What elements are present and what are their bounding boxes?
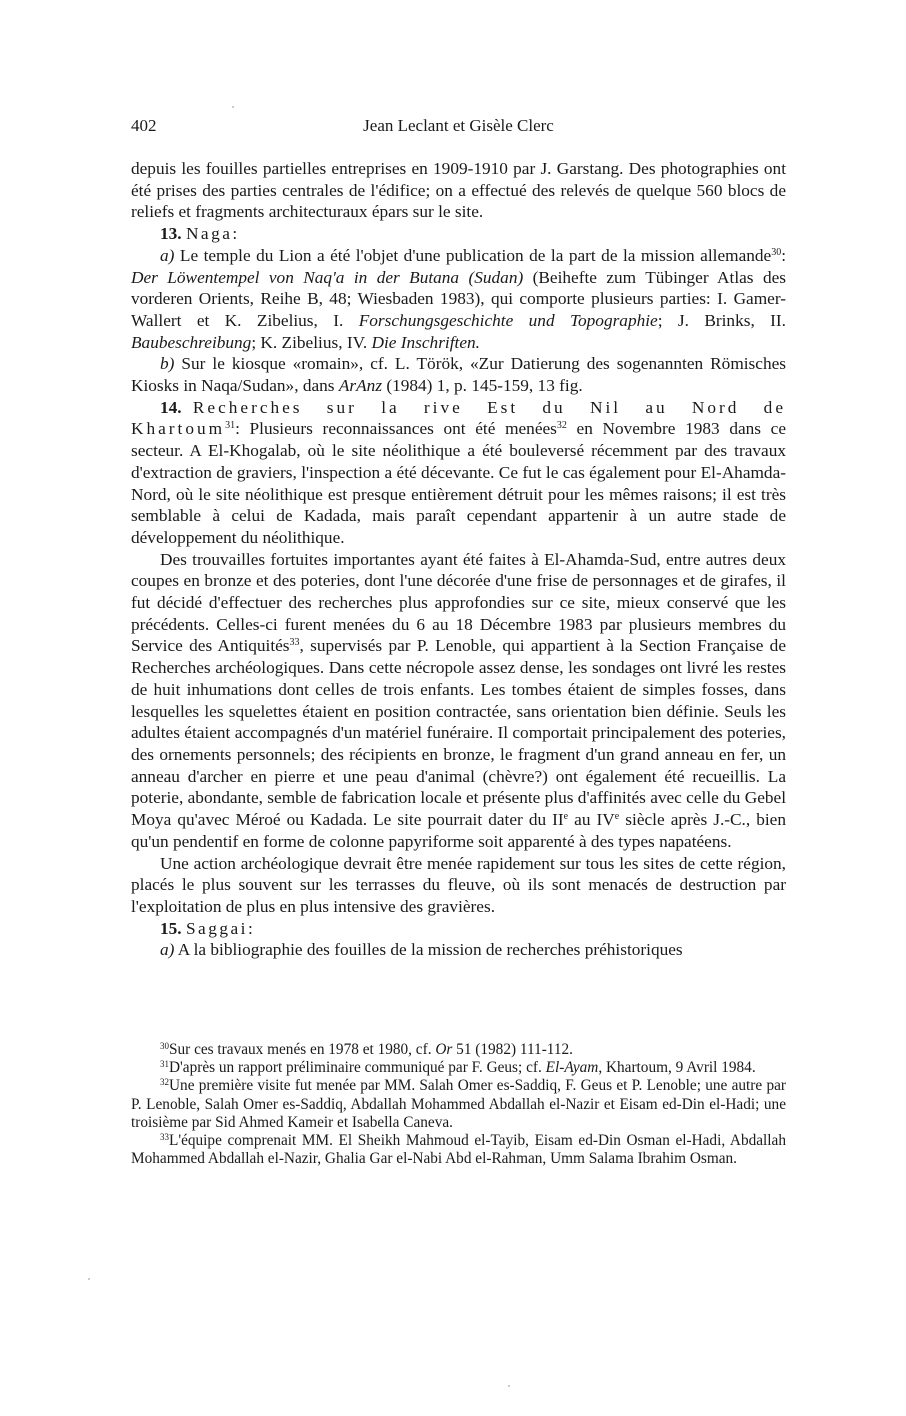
footnote-ref-30: 30: [771, 246, 782, 258]
main-text: [131, 158, 786, 961]
section-number: 14.: [160, 397, 182, 417]
footnote-ref-32: 32: [556, 420, 567, 432]
century-superscript: e: [614, 811, 620, 823]
item-label: b): [160, 354, 175, 374]
paragraph: Une action archéologique devrait être menée rapidement sur tous les sites de cette région, placés le plus souvent sur les terrasses du fleuve, où ils sont menacés de destruction par l'exploitation de plus en plus intensive des gravières.: [131, 853, 786, 916]
footnote-number: 32: [160, 1077, 169, 1088]
footnote-33: $^{33}$L'équipe comprenait MM. El Sheikh Mahmoud el-Tayib, Eisam ed-Din Osman el-Hadi, Abdallah Mohammed Abdallah el-Nazir, Ghalia Gar el-Nabi Abd el-Rahman, Umm Salama Ibrahim Osman.: [131, 1132, 786, 1168]
paragraph: Des trouvailles fortuites importantes ayant été faites à El-Ahamda-Sud, entre autres deux coupes en bronze et des poteries, dont l'une décorée d'une frise de personnages et de girafes, il fut décidé d'effectuer des recherches plus approfondies sur ce site, mieux conservé que les précédents. Celles-ci furent menées du 6 au 18 Décembre 1983 par plusieurs membres du Service des Antiquités$^{33}$, supervisés par P. Lenoble, qui appartient à la Section Française de Recherches archéologiques. Dans cette nécropole assez dense, les sondages ont livré les restes de huit inhumations dont celles de trois enfants. Les tombes étaient de simples fosses, dans lesquelles les squelettes étaient en position contractée, sans orientation bien définie. Seuls les adultes étaient accompagnés d'un matériel funéraire. Il comportait principalement des poteries, des ornements personnels; des récipients en bronze, le fragment d'un grand anneau en fer, un anneau d'archer en pierre et une peau d'animal (chèvre?) ont également été recueillis. La poterie, abondante, semble de fabrication locale et présente plus d'affinités avec celle du Gebel Moya qu'avec Méroé ou Kadada. Le site pourrait dater du IIe au IVe siècle après J.-C., bien qu'un pendentif en forme de colonne papyriforme soit apparenté à des types napatéens.: [131, 549, 786, 851]
page-number: 402: [131, 116, 157, 135]
running-header: [131, 116, 786, 140]
section-title: Naga:: [185, 224, 240, 244]
scan-speck: [508, 1385, 510, 1387]
book-title: Der Löwentempel von Naq'a in der Butana (Sudan): [131, 267, 524, 287]
footnote-31: $^{31}$D'après un rapport préliminaire communiqué par F. Geus; cf. El-Ayam, Khartoum, 9 Avril 1984.: [160, 1059, 756, 1077]
footnote-ref-33: 33: [289, 637, 300, 649]
footnote-30: $^{30}$Sur ces travaux menés en 1978 et 1980, cf. Or 51 (1982) 111-112.: [160, 1041, 574, 1058]
section-13-heading: [131, 223, 786, 245]
footnotes: [131, 1041, 786, 1168]
scan-speck: [88, 1278, 90, 1280]
journal-title: ArAnz: [338, 376, 383, 396]
journal-title: Or: [435, 1041, 453, 1058]
section-title: Saggai:: [185, 918, 256, 938]
section-number: 13.: [160, 224, 182, 244]
item-label: a): [160, 245, 175, 265]
section-title: Recherches sur la rive Est du Nil au Nord de Khartoum: [131, 397, 786, 439]
section-number: 15.: [160, 918, 182, 938]
footnote-32: $^{32}$Une première visite fut menée par MM. Salah Omer es-Saddiq, F. Geus et P. Lenoble; une autre par P. Lenoble, Salah Omer es-Saddiq, Abdallah Mohammed Abdallah el-Nazir et Eisam ed-Din el-Hadi; une troisième par Sid Ahmed Kameir et Isabella Caneva.: [131, 1077, 786, 1131]
scan-speck: [232, 106, 234, 108]
book-part-title: Forschungsgeschichte und Topographie: [358, 310, 658, 330]
section-15a-paragraph: a) A la bibliographie des fouilles de la mission de recherches préhistoriques: [160, 940, 683, 960]
century-superscript: e: [563, 811, 569, 823]
item-label: a): [160, 940, 175, 960]
journal-title: El-Ayam: [545, 1059, 599, 1077]
section-15-heading: [131, 918, 786, 940]
book-part-title: Baubeschreibung: [131, 332, 252, 352]
section-13a-paragraph: a) Le temple du Lion a été l'objet d'une publication de la part de la mission allemande$^{30}$: Der Löwentempel von Naq'a in der Butana (Sudan) (Beihefte zum Tübinger Atlas des vorderen Orients, Reihe B, 48; Wiesbaden 1983), qui comporte plusieurs parties: I. Gamer-Wallert et K. Zibelius, I. Forschungsgeschichte und Topographie; J. Brinks, II. Baubeschreibung; K. Zibelius, IV. Die Inschriften.: [131, 245, 786, 352]
footnote-number: 30: [160, 1041, 169, 1051]
book-part-title: Die Inschriften.: [371, 332, 480, 352]
running-title-authors: Jean Leclant et Gisèle Clerc: [363, 116, 554, 135]
paragraph-continuation: depuis les fouilles partielles entreprises en 1909-1910 par J. Garstang. Des photographies ont été prises des parties centrales de l'édifice; on a effectué des relevés de quelque 560 blocs de reliefs et fragments architecturaux épars sur le site.: [131, 159, 786, 222]
footnote-number: 33: [160, 1132, 169, 1143]
section-14-paragraph: 14. Recherches sur la rive Est du Nil au Nord de Khartoum$^{31}$: Plusieurs reconnaissances ont été menées$^{32}$ en Novembre 1983 dans ce secteur. A El-Khogalab, où le site néolithique a été bouleversé récemment par des travaux d'extraction de graviers, l'inspection a été décevante. Ce fut le cas également pour El-Ahamda-Nord, où le site néolithique est presque entièrement détruit pour les mêmes raisons; il est très semblable à celui de Kadada, mais paraît cependant appartenir à un autre stade de développement du néolithique.: [131, 397, 786, 547]
footnote-number: 31: [160, 1059, 169, 1070]
section-13b-paragraph: b) Sur le kiosque «romain», cf. L. Török, «Zur Datierung des sogenannten Römisches Kiosks in Naqa/Sudan», dans ArAnz (1984) 1, p. 145-159, 13 fig.: [131, 354, 786, 396]
footnote-ref-31: 31: [225, 420, 236, 432]
